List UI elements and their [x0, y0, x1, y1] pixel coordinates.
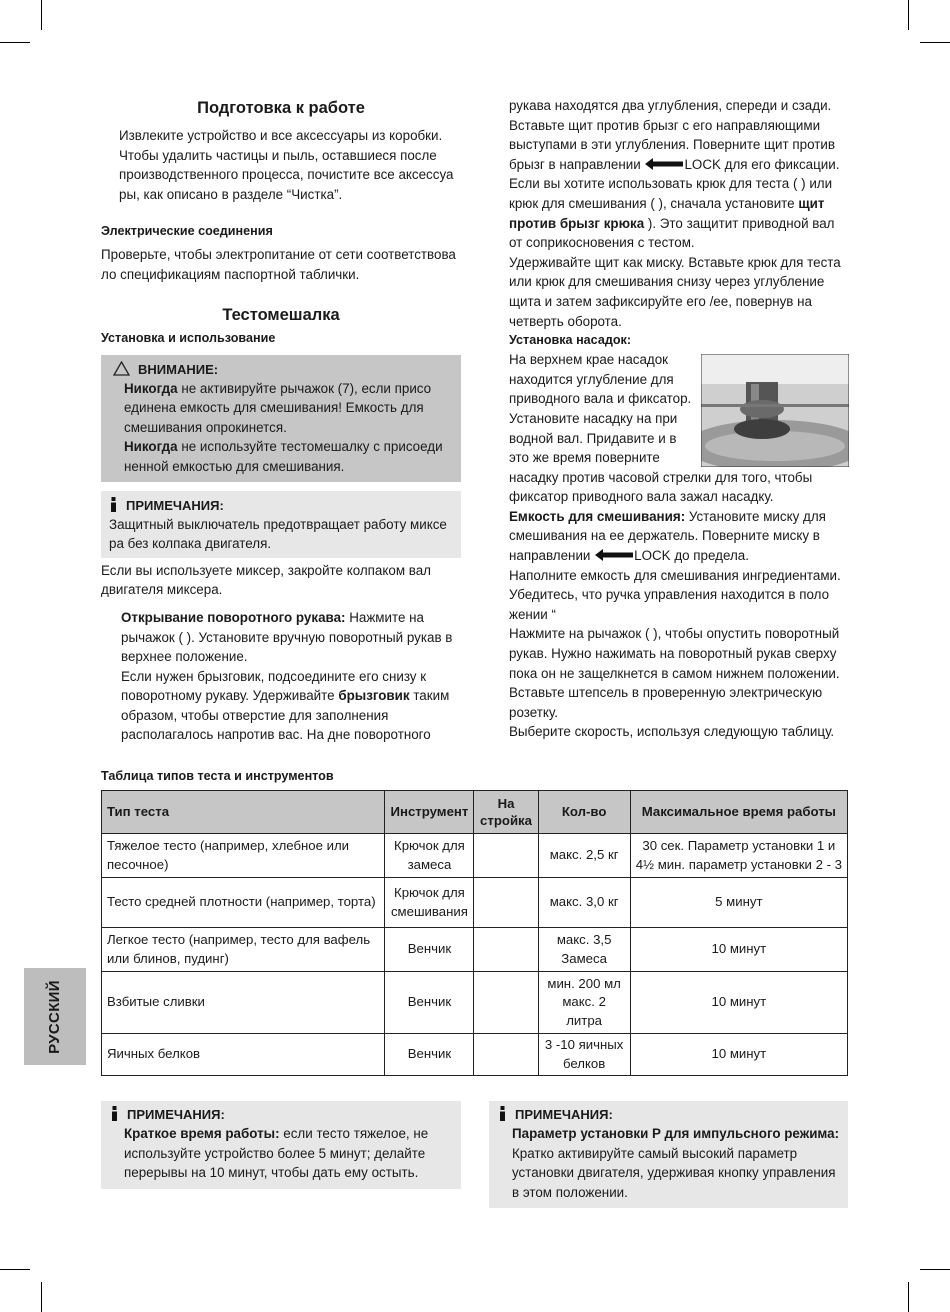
table-cell: [474, 1034, 538, 1076]
table-cell: [474, 972, 538, 1034]
note-title: ПРИМЕЧАНИЯ:: [109, 496, 453, 515]
electrical-heading: Электрические соединения: [101, 224, 273, 239]
table-title: Таблица типов теста и инструментов: [101, 769, 334, 783]
crop-mark: [920, 1269, 950, 1270]
dough-table: [101, 790, 848, 1076]
warning-title: ВНИМАНИЕ:: [109, 360, 453, 379]
crop-mark: [41, 0, 42, 30]
electrical-text: Проверьте, чтобы электропитание от сети соответствова ло спецификациям паспортной таблички.: [101, 247, 456, 282]
hook-paragraph: Удерживайте щит как миску. Вставьте крюк для теста или крюк для смешивания снизу через углубление щита и затем зафиксируйте его /ее, повернув на четверть оборота.: [509, 254, 841, 329]
note-text: Краткое время работы: если тесто тяжелое, не используйте устройство более 5 минут; делайте перерывы на 10 минут, чтобы дать ему остыть.: [124, 1126, 429, 1181]
attach-heading: Установка насадок:: [509, 333, 632, 348]
speed-paragraph: Выберите скорость, используя следующую таблицу.: [509, 724, 835, 740]
info-icon: [110, 1106, 119, 1121]
table-row: [102, 1034, 848, 1076]
table-cell: Легкое тесто (например, тесто для вафель или блинов, пудинг): [102, 928, 385, 972]
header-cell: Инструмент: [385, 791, 474, 834]
note-text: Защитный выключатель предотвращает работу миксе ра без колпака двигателя.: [109, 516, 447, 552]
table-row: [102, 972, 848, 1034]
header-cell: Кол-во: [538, 791, 630, 834]
lever-paragraph: Нажмите на рычажок ( ), чтобы опустить поворотный рукав. Нужно нажимать на поворотный рукав сверху пока он не защелкнется в самом нижнем положении. Вставьте штепсель в проверенную электрическую розетку.: [509, 626, 840, 720]
arrow-left-icon: [645, 158, 683, 170]
splash-shield-paragraph: рукава находятся два углубления, спереди и сзади. Вставьте щит против брызг с его направляющими выступами в эти углубления. Поверните щит против брызг в направлении LOCK для его фиксации. Если вы хотите использовать крюк для теста ( ) или крюк для смешивания ( ), сначала установите щит против брызг крюка ). Это защитит приводной вал от соприкосновения с тестом.: [509, 98, 840, 251]
table-cell: макс. 2,5 кг: [538, 834, 630, 878]
crop-mark: [0, 1269, 30, 1270]
header-cell: На стройка: [474, 791, 538, 834]
install-heading: Установка и использование: [101, 330, 276, 345]
mixer-heading: Тестомешалка: [222, 305, 340, 324]
table-cell: 10 минут: [630, 928, 847, 972]
crop-mark: [908, 1282, 909, 1312]
fill-paragraph: Наполните емкость для смешивания ингредиентами. Убедитесь, что ручка управления находится в поло жении “: [509, 567, 841, 622]
right-column: [509, 96, 849, 742]
note-text: Кратко активируйте самый высокий параметр установки двигателя, удерживая кнопку управления в этом положении.: [512, 1145, 836, 1200]
crop-mark: [908, 0, 909, 30]
table-cell: 10 минут: [630, 972, 847, 1034]
table-cell: Взбитые сливки: [102, 972, 385, 1034]
table-cell: [474, 834, 538, 878]
header-cell: Максимальное время работы: [630, 791, 847, 834]
table-cell: [474, 928, 538, 972]
warning-line-2: Никогда не используйте тестомешалку с присоеди ненной емкостью для смешивания.: [124, 439, 443, 474]
table-header-row: [102, 791, 848, 834]
prep-heading: Подготовка к работе: [197, 99, 365, 117]
language-side-tab: [24, 968, 86, 1065]
warning-triangle-icon: [113, 361, 130, 376]
note-box: [101, 491, 461, 558]
crop-mark: [0, 42, 30, 43]
note-title: ПРИМЕЧАНИЯ:: [498, 1105, 840, 1124]
table-cell: мин. 200 мл макс. 2 литра: [538, 972, 630, 1034]
table-row: [102, 834, 848, 878]
warning-box: [101, 355, 461, 482]
info-icon: [109, 497, 118, 512]
table-cell: Крючок для замеса: [385, 834, 474, 878]
prep-text: Извлеките устройство и все аксессуары из коробки. Чтобы удалить частицы и пыль, оставшиеся после производственного процесса, почистите все аксессуа ры, как описано в разделе “Чистка”.: [119, 128, 454, 202]
splash-paragraph: Если нужен брызговик, подсоедините его снизу к поворотному рукаву. Удерживайте брызговик таким образом, чтобы отверстие для заполнения располагалось напротив вас. На дне поворотного: [121, 668, 450, 743]
table-row: [102, 928, 848, 972]
info-icon: [498, 1106, 507, 1121]
language-label: РУССКИЙ: [46, 979, 64, 1054]
note-title: ПРИМЕЧАНИЯ:: [110, 1105, 453, 1124]
header-cell: Тип теста: [102, 791, 385, 834]
table-row: [102, 878, 848, 928]
arrow-left-icon: [595, 549, 633, 561]
crop-mark: [41, 1282, 42, 1312]
note-text: Параметр установки P для импульсного режима:: [512, 1126, 840, 1141]
table-cell: 30 сек. Параметр установки 1 и 4½ мин. параметр установки 2 - 3: [630, 834, 847, 878]
table-cell: макс. 3,0 кг: [538, 878, 630, 928]
table-cell: Крючок для смешивания: [385, 878, 474, 928]
table-cell: Венчик: [385, 1034, 474, 1076]
attach-text: На верхнем крае насадок находится углубление для приводного вала и фиксатор. Установите насадку на при водной вал. Придавите и в это же время поверните насадку против часовой стрелки для того, чтобы фиксатор приводного вала зажал насадку.: [509, 352, 813, 505]
table-cell: Тесто средней плотности (например, торта): [102, 878, 385, 928]
crop-mark: [920, 42, 950, 43]
attachment-photo-image: [701, 354, 849, 467]
attach-photo: [701, 354, 849, 467]
mixer-text: Если вы используете миксер, закройте колпаком вал двигателя миксера.: [101, 562, 431, 598]
table-cell: Яичных белков: [102, 1034, 385, 1076]
left-column: [101, 96, 461, 745]
warning-line-1: Никогда не активируйте рычажок (7), если присо единена емкость для смешивания! Емкость для смешивания опрокинется.: [124, 380, 432, 435]
arm-paragraph: Открывание поворотного рукава: Нажмите на рычажок ( ). Установите вручную поворотный рукав в верхнее положение.: [121, 609, 453, 665]
table-cell: Венчик: [385, 928, 474, 972]
table-cell: Венчик: [385, 972, 474, 1034]
table-cell: 10 минут: [630, 1034, 847, 1076]
table-cell: [474, 878, 538, 928]
table-cell: 3 -10 яичных белков: [538, 1034, 630, 1076]
table-cell: макс. 3,5 Замеса: [538, 928, 630, 972]
table-cell: 5 минут: [630, 878, 847, 928]
bottom-right-note: [489, 1101, 848, 1208]
table-cell: Тяжелое тесто (например, хлебное или песочное): [102, 834, 385, 878]
bowl-paragraph: Емкость для смешивания: Установите миску для смешивания на ее держатель. Поверните миску в направлении LOCK до предела.: [509, 508, 826, 564]
bottom-left-note: [101, 1101, 461, 1189]
